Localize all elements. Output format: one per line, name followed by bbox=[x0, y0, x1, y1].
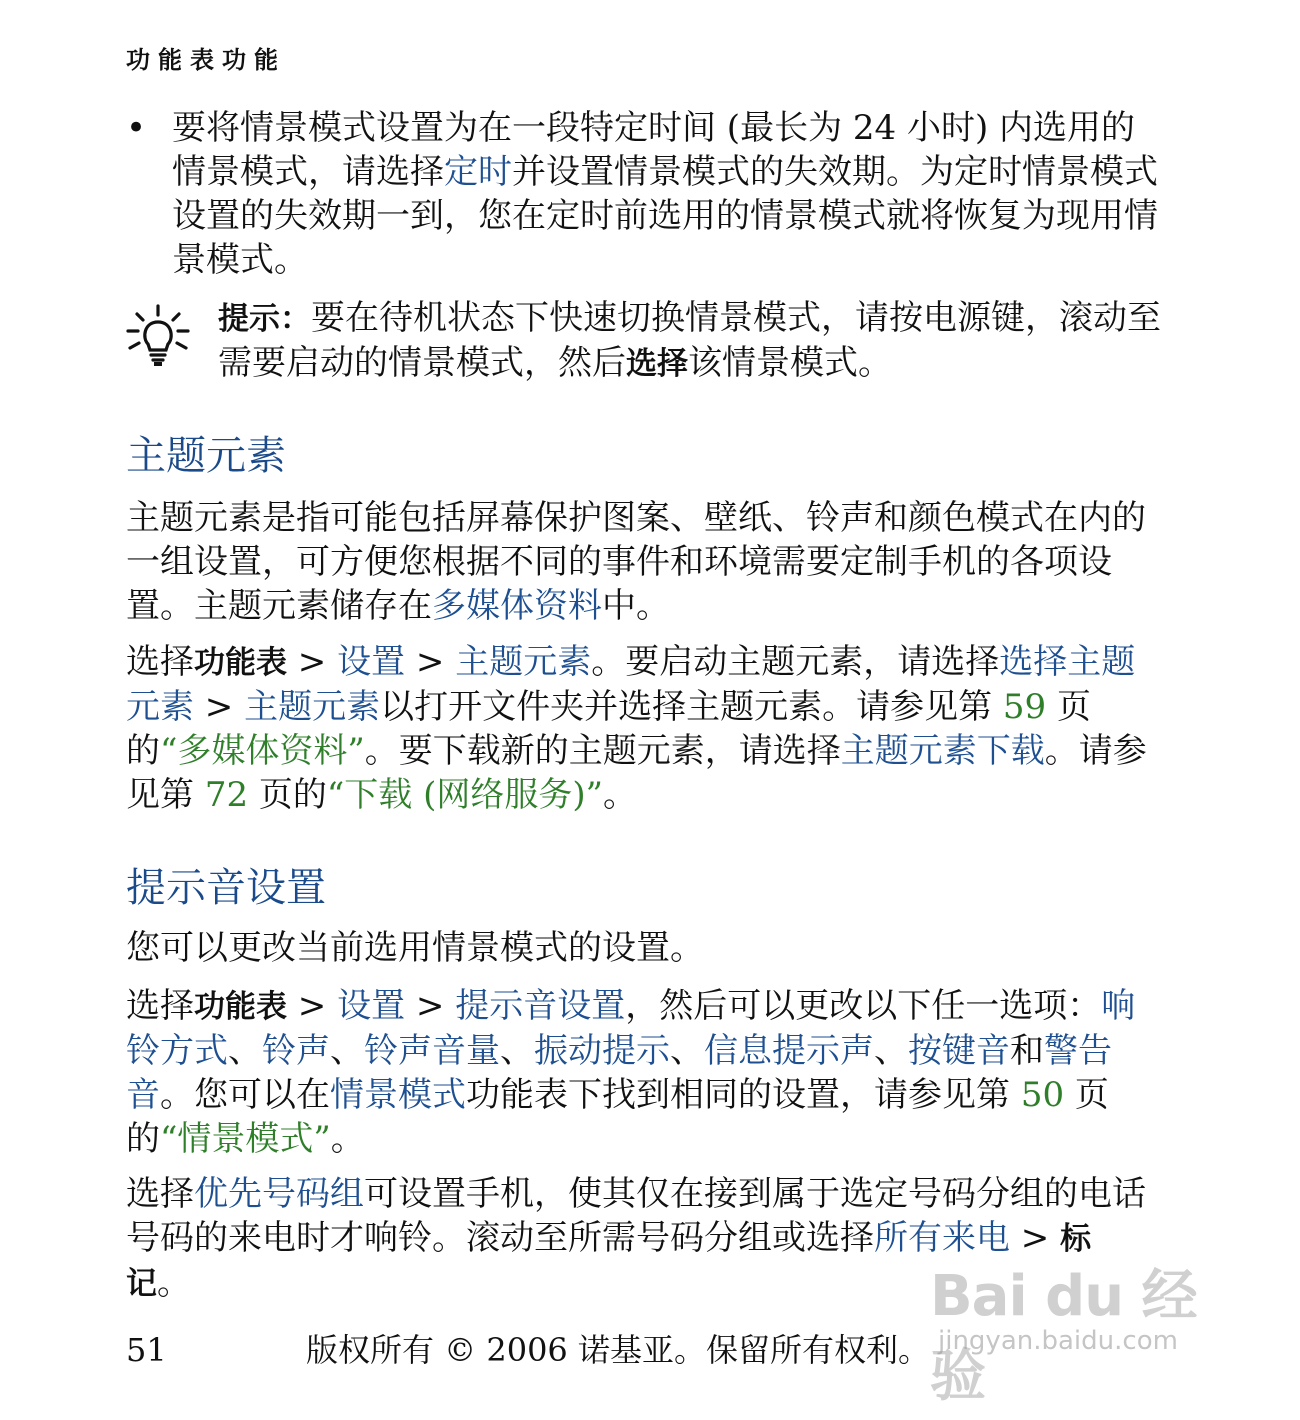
text-run: 。您可以在 bbox=[160, 1075, 330, 1115]
text-run: 要在待机状态下快速切换情景模式，请按电源键，滚动至需要启动的情景模式，然后 bbox=[218, 298, 1161, 383]
separator: > bbox=[194, 687, 245, 727]
separator: 、 bbox=[500, 1031, 534, 1071]
text-run: 。 bbox=[157, 1263, 191, 1303]
themes-paragraph-1 bbox=[126, 496, 1156, 628]
text-run: 可设置手机，使其仅在接到属于选定号码分组的电话号码的来电时才响铃。滚动至所需号码分组或选择 bbox=[126, 1174, 1146, 1258]
text-run: 。 bbox=[330, 1119, 365, 1159]
text-run: 选择 bbox=[126, 642, 194, 682]
bold-term-mark: 标记 bbox=[126, 1221, 1092, 1302]
option-message-alert: 信息提示声 bbox=[704, 1031, 874, 1071]
page-ref-50[interactable]: 50 bbox=[1020, 1075, 1065, 1115]
text-run: 。要下载新的主题元素，请选择 bbox=[364, 731, 841, 771]
text-run: 该情景模式。 bbox=[688, 343, 892, 383]
text-run: 主题元素是指可能包括屏幕保护图案、壁纸、铃声和颜色模式在内的一组设置，可方便您根据不同的事件和环境需要定制手机的各项设置。主题元素储存在 bbox=[126, 498, 1146, 626]
separator: 、 bbox=[874, 1031, 908, 1071]
bold-term-menu: 功能表 bbox=[194, 645, 287, 681]
text-run: 选择 bbox=[126, 986, 194, 1026]
text-run: 中。 bbox=[602, 586, 670, 626]
tip-text bbox=[218, 296, 1168, 386]
menu-link-theme-download: 主题元素下载 bbox=[840, 731, 1045, 771]
separator: 、 bbox=[228, 1031, 262, 1071]
text-run: 选择 bbox=[126, 1174, 194, 1214]
tip-label: 提示： bbox=[218, 301, 311, 337]
separator: > bbox=[287, 642, 338, 682]
text-run: 。要启动主题元素，请选择 bbox=[591, 642, 1000, 682]
watermark-logo: Bai du 经验 bbox=[930, 1264, 1197, 1409]
text-run: 。 bbox=[603, 775, 637, 815]
page-ref-72[interactable]: 72 bbox=[204, 775, 249, 815]
text-run: 页的 bbox=[126, 1075, 1109, 1159]
option-all-calls: 所有来电 bbox=[874, 1218, 1010, 1258]
bullet-dot: • bbox=[126, 108, 147, 148]
separator: > bbox=[405, 986, 456, 1026]
option-warning-tones: 警告音 bbox=[126, 1031, 1112, 1115]
text-run: 要将情景模式设置为在一段特定时间 (最长为 24 小时) 内选用的情景模式，请选择 bbox=[172, 108, 1136, 192]
menu-link-select-theme: 选择主题元素 bbox=[126, 642, 1136, 727]
baidu-watermark bbox=[920, 1252, 1240, 1409]
tones-paragraph-2 bbox=[126, 984, 1156, 1161]
text-run: 。请参见第 bbox=[126, 731, 1147, 815]
menu-link-themes: 主题元素 bbox=[455, 642, 592, 682]
text-run: 功能表下找到相同的设置，请参见第 bbox=[466, 1075, 1021, 1115]
bold-term-menu: 功能表 bbox=[194, 989, 287, 1025]
watermark-url: jingyan.baidu.com bbox=[938, 1326, 1178, 1356]
option-ringing-type: 响铃方式 bbox=[126, 986, 1136, 1071]
section-heading-tones: 提示音设置 bbox=[126, 865, 326, 911]
option-vibrating-alert: 振动提示 bbox=[534, 1031, 670, 1071]
section-heading-themes: 主题元素 bbox=[126, 433, 286, 479]
bold-term-select: 选择 bbox=[626, 346, 688, 382]
page-number: 51 bbox=[126, 1331, 167, 1369]
bullet-text bbox=[172, 106, 1162, 282]
text-run: ，然后可以更改以下任一选项： bbox=[625, 986, 1102, 1026]
page-ref-59[interactable]: 59 bbox=[1002, 687, 1047, 727]
option-keypad-tones: 按键音 bbox=[908, 1031, 1010, 1071]
themes-paragraph-2 bbox=[126, 640, 1156, 817]
cross-ref-profiles[interactable]: “情景模式” bbox=[160, 1119, 331, 1159]
text-run: 以打开文件夹并选择主题元素。请参见第 bbox=[380, 687, 1003, 727]
separator: 、 bbox=[670, 1031, 704, 1071]
text-run: 页的 bbox=[126, 687, 1091, 771]
menu-link-themes-folder: 主题元素 bbox=[244, 687, 381, 727]
separator: > bbox=[287, 986, 338, 1026]
menu-link-profiles: 情景模式 bbox=[330, 1075, 466, 1115]
menu-link-settings: 设置 bbox=[337, 642, 406, 682]
menu-link-timed: 定时 bbox=[444, 152, 512, 192]
menu-link-tone-settings: 提示音设置 bbox=[455, 986, 626, 1026]
tones-paragraph-1: 您可以更改当前选用情景模式的设置。 bbox=[126, 928, 704, 968]
option-alert-for: 优先号码组 bbox=[194, 1174, 364, 1214]
menu-link-settings: 设置 bbox=[337, 986, 406, 1026]
menu-link-gallery: 多媒体资料 bbox=[432, 586, 602, 626]
copyright-notice: 版权所有 © 2006 诺基亚。保留所有权利。 bbox=[306, 1331, 930, 1369]
option-ringtone: 铃声 bbox=[262, 1031, 330, 1071]
text-run: 页的 bbox=[248, 775, 327, 815]
text-run: 和 bbox=[1010, 1031, 1044, 1071]
separator: > bbox=[1010, 1218, 1061, 1258]
text-run: 并设置情景模式的失效期。为定时情景模式设置的失效期一到，您在定时前选用的情景模式就将恢复为现用情景模式。 bbox=[172, 152, 1158, 280]
separator: > bbox=[405, 642, 456, 682]
cross-ref-gallery[interactable]: “多媒体资料” bbox=[160, 731, 365, 771]
option-ringing-volume: 铃声音量 bbox=[364, 1031, 500, 1071]
lightbulb-icon bbox=[126, 304, 190, 368]
cross-ref-download[interactable]: “下载 (网络服务)” bbox=[326, 775, 603, 815]
running-header: 功能表功能 bbox=[126, 46, 286, 74]
separator: 、 bbox=[330, 1031, 364, 1071]
